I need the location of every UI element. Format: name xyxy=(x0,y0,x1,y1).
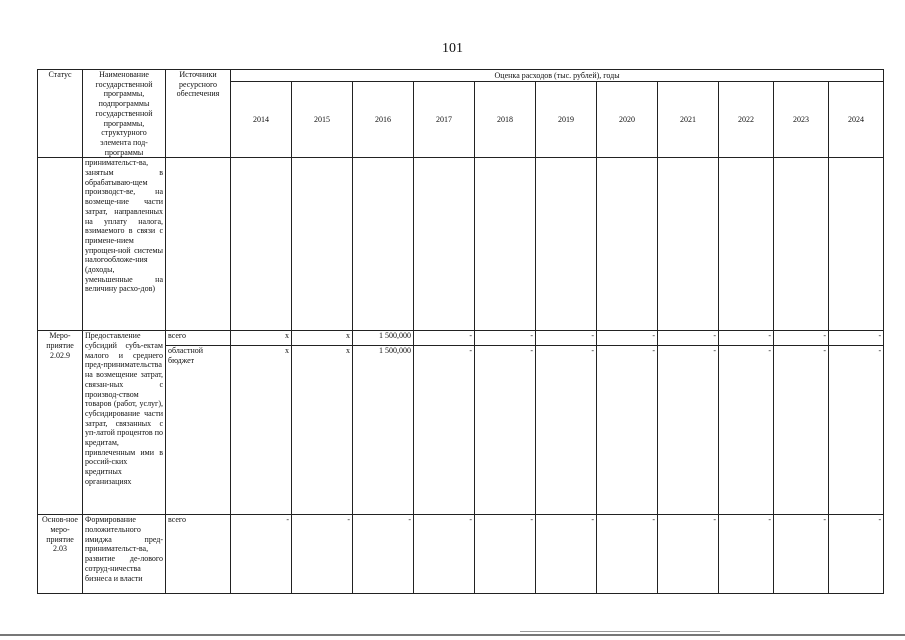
value-cell: - xyxy=(829,346,884,515)
value-cell: - xyxy=(719,331,774,346)
value-cell: - xyxy=(353,515,414,594)
header-year: 2016 xyxy=(353,81,414,157)
value-cell: - xyxy=(719,515,774,594)
value-cell: - xyxy=(231,515,292,594)
value-cell: 1 500,000 xyxy=(353,331,414,346)
table-row xyxy=(38,331,884,346)
header-year: 2022 xyxy=(719,81,774,157)
header-year: 2019 xyxy=(536,81,597,157)
value-cell: 1 500,000 xyxy=(353,346,414,515)
value-cell: - xyxy=(658,515,719,594)
value-cell: - xyxy=(536,515,597,594)
table-row xyxy=(38,515,884,594)
value-cell: x xyxy=(292,331,353,346)
scan-artifact-line xyxy=(520,631,720,632)
value-cell: - xyxy=(536,331,597,346)
status-cell: Меро-приятие 2.02.9 xyxy=(38,331,83,515)
name-cell: Формирование положительного имиджа пред-принимательст-ва, развитие де-лового сотруд-ничества бизнеса и власти xyxy=(83,515,166,594)
value-cell: - xyxy=(774,515,829,594)
value-cell: - xyxy=(719,346,774,515)
value-cell: - xyxy=(597,331,658,346)
source-cell: всего xyxy=(166,331,231,346)
header-estimate: Оценка расходов (тыс. рублей), годы xyxy=(231,70,884,82)
value-cell: - xyxy=(774,331,829,346)
header-year: 2021 xyxy=(658,81,719,157)
value-cell: x xyxy=(231,346,292,515)
value-cell: - xyxy=(658,346,719,515)
value-cell: - xyxy=(414,331,475,346)
scan-artifact-line xyxy=(0,634,905,636)
header-year: 2020 xyxy=(597,81,658,157)
value-cell: - xyxy=(597,346,658,515)
header-name: Наименование государственной программы, подпрограммы государственной программы, структурного элемента под-программы xyxy=(83,70,166,158)
value-cell: - xyxy=(414,515,475,594)
value-cell: - xyxy=(475,331,536,346)
header-year: 2014 xyxy=(231,81,292,157)
table-row xyxy=(38,158,884,331)
value-cell: x xyxy=(292,346,353,515)
header-sources: Источники ресурсного обеспечения xyxy=(166,70,231,158)
source-cell: областной бюджет xyxy=(166,346,231,515)
page-number: 101 xyxy=(442,41,463,56)
name-cell: принимательст-ва, занятым в обрабатываю-щем производст-ве, на возмеще-ние части затрат, направленных на уплату налога, взимаемого в связи с примене-нием упрощен-ной системы налогообложе-ния (доходы, уменьшенные на величину расхо-дов) xyxy=(83,158,166,331)
value-cell: - xyxy=(292,515,353,594)
header-year: 2015 xyxy=(292,81,353,157)
value-cell: - xyxy=(658,331,719,346)
name-cell: Предоставление субсидий субъ-ектам малого и среднего пред-принимательства на возмещение затрат, связан-ных с производ-ством товаров (работ, услуг), субсидирование части затрат, связанных с уп-латой процентов по кредитам, привлеченным ими в россий-ских кредитных организациях xyxy=(83,331,166,515)
source-cell: всего xyxy=(166,515,231,594)
header-status: Статус xyxy=(38,70,83,158)
header-year: 2017 xyxy=(414,81,475,157)
value-cell: x xyxy=(231,331,292,346)
value-cell: - xyxy=(597,515,658,594)
value-cell: - xyxy=(475,515,536,594)
value-cell: - xyxy=(536,346,597,515)
budget-table xyxy=(37,69,884,594)
value-cell: - xyxy=(414,346,475,515)
status-cell xyxy=(38,158,83,331)
value-cell: - xyxy=(475,346,536,515)
value-cell: - xyxy=(829,331,884,346)
header-year: 2024 xyxy=(829,81,884,157)
header-year: 2018 xyxy=(475,81,536,157)
status-cell: Основ-ное меро-приятие 2.03 xyxy=(38,515,83,594)
header-year: 2023 xyxy=(774,81,829,157)
value-cell: - xyxy=(774,346,829,515)
value-cell: - xyxy=(829,515,884,594)
